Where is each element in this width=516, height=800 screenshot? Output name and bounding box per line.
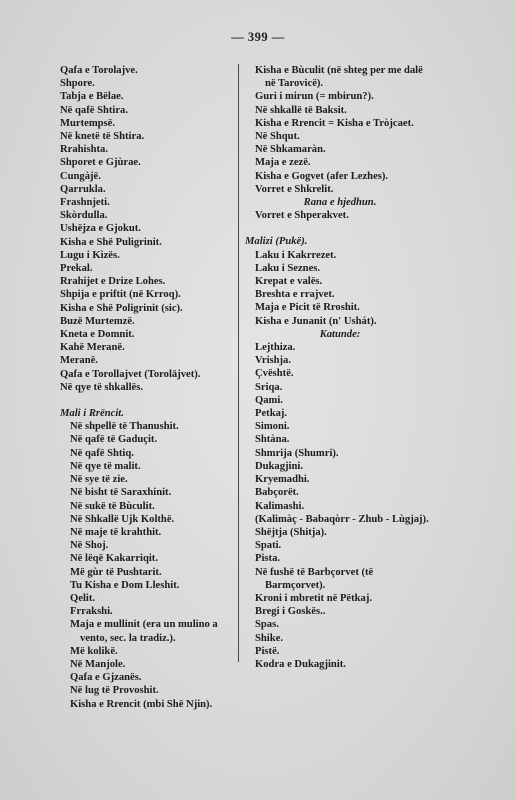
place-name-entry: Tu Kisha e Dom Lleshit. xyxy=(70,579,180,591)
place-name-entry: Kisha e Rrencit = Kisha e Tròjcaet. xyxy=(255,117,414,129)
place-name-entry: Kisha e Shë Poligrinit (sic). xyxy=(60,302,183,314)
place-name-entry: Në lëqë Kakarriqit. xyxy=(70,553,158,565)
place-name-entry: Në knetë të Shtira. xyxy=(60,131,145,143)
place-name-entry: Petkaj. xyxy=(255,408,288,420)
place-name-entry: Në sukë të Bùculit. xyxy=(70,500,155,512)
place-name-entry: Në qafë Shtira. xyxy=(60,104,128,116)
place-name-entry: Në maje të krahthit. xyxy=(70,526,162,538)
place-name-entry: Murtempsë. xyxy=(60,117,116,129)
place-name-entry: Kisha e Rrencit (mbi Shë Njin). xyxy=(70,698,213,710)
place-name-entry: Breshta e rrajvet. xyxy=(255,289,335,301)
place-name-entry: (Kalimàç - Babaqòrr - Zhub - Lùgjaj). xyxy=(255,513,429,525)
place-name-entry: Skòrdulla. xyxy=(60,210,108,222)
place-name-entry: Bregi i Goskës.. xyxy=(255,606,326,618)
place-name-entry: Kryemadhi. xyxy=(255,474,310,486)
place-name-entry: Kisha e Shë Puligrinit. xyxy=(60,236,162,248)
place-name-entry: Në qye të shkallës. xyxy=(60,381,143,393)
place-name-entry: Maja e zezë. xyxy=(255,157,311,169)
place-name-entry: Shike. xyxy=(255,632,283,644)
place-name-entry: Guri i mirun (= mbirun?). xyxy=(255,91,374,103)
place-name-entry: Shpija e priftit (në Krroq). xyxy=(60,289,181,301)
place-name-entry: Qafa e Torollajvet (Toroläjvet). xyxy=(60,368,201,380)
place-name-entry: Shmrija (Shumri). xyxy=(255,447,339,459)
place-name-entry: Krepat e valës. xyxy=(255,276,323,288)
place-name-entry: Babçorët. xyxy=(255,487,299,499)
place-name-entry: Maja e Picit të Rroshit. xyxy=(255,302,360,314)
left-column xyxy=(60,64,232,711)
place-name-entry: Çvështë. xyxy=(255,368,294,380)
place-name-entry: Spas. xyxy=(255,619,279,631)
place-name-entry: Ushëjza e Gjokut. xyxy=(60,223,141,235)
place-name-entry: Frashnjeti. xyxy=(60,197,110,209)
place-name-entry: Kroni i mbretit në Pëtkaj. xyxy=(255,592,373,604)
place-name-entry: Qafa e Torolajve. xyxy=(60,65,138,76)
place-name-entry: Në shkallë të Baksit. xyxy=(255,104,347,116)
place-name-entry: Kisha e Bùculit (në shteg per me dalë në Tarovicë). xyxy=(255,65,423,90)
place-name-entry: Në shpellë të Thanushit. xyxy=(70,421,179,433)
place-name-entry: Qami. xyxy=(255,394,283,406)
place-name-entry: Sriqa. xyxy=(255,381,283,393)
column-divider xyxy=(238,64,239,662)
place-name-entry: Rrahishta. xyxy=(60,144,108,156)
place-name-entry: Kalimashi. xyxy=(255,500,305,512)
place-name-entry: Vorret e Shkrelit. xyxy=(255,183,334,195)
section-heading: Katunde: xyxy=(319,328,361,340)
place-name-entry: Në Shoj. xyxy=(70,540,109,552)
section-heading: Rana e hjedhun. xyxy=(303,197,377,209)
section-gap xyxy=(60,394,232,407)
place-name-entry: Lugu i Kìzës. xyxy=(60,249,120,261)
place-name-entry: Në qye të malit. xyxy=(70,460,141,472)
place-name-entry: Në Shkallë Ujk Kolthë. xyxy=(70,513,175,525)
place-name-entry: Në fushë të Barbçorvet (të Barmçorvet). xyxy=(255,566,374,591)
place-name-entry: Pistë. xyxy=(255,645,280,657)
place-name-entry: Laku i Kakrrezet. xyxy=(255,249,337,261)
place-name-entry: Shëjtja (Shitja). xyxy=(255,526,327,538)
place-name-entry: Kahë Meranë. xyxy=(60,342,125,354)
place-name-entry: Simoni. xyxy=(255,421,290,433)
section-gap xyxy=(245,222,435,235)
place-name-entry: Qarrukla. xyxy=(60,183,106,195)
right-column xyxy=(245,64,435,671)
place-name-entry: Pista. xyxy=(255,553,281,565)
place-name-entry: Në Shkamaràn. xyxy=(255,144,326,156)
section-heading: Malizi (Pukë). xyxy=(245,236,308,248)
place-name-entry: Në Manjole. xyxy=(70,658,126,670)
place-name-entry: Meranë. xyxy=(60,355,98,367)
place-name-entry: Vrishja. xyxy=(255,355,291,367)
place-name-entry: Vorret e Shperakvet. xyxy=(255,210,349,222)
place-name-entry: Kneta e Domnit. xyxy=(60,329,135,341)
place-name-entry: Kisha e Gogvet (afer Lezhes). xyxy=(255,170,389,182)
place-name-entry: Kisha e Junanit (n' Ushát). xyxy=(255,315,377,327)
place-name-entry: Në Shqut. xyxy=(255,131,300,143)
place-name-entry: Shtàna. xyxy=(255,434,290,446)
place-name-entry: Laku i Seznes. xyxy=(255,262,321,274)
page-number: — 399 — xyxy=(231,30,285,44)
place-name-entry: Prekal. xyxy=(60,263,93,275)
place-name-entry: Më gùr të Pushtarit. xyxy=(70,566,162,578)
place-name-entry: Maja e mullinit (era un mulino a vento, sec. la tradiz.). xyxy=(70,619,218,644)
place-name-entry: Tabja e Bëlae. xyxy=(60,91,124,103)
place-name-entry: Buzë Murtemzë. xyxy=(60,315,135,327)
place-name-entry: Shpore. xyxy=(60,78,95,90)
place-name-entry: Kodra e Dukagjinit. xyxy=(255,658,346,670)
place-name-entry: Në qafë Shtiq. xyxy=(70,447,134,459)
place-name-entry: Frrakshi. xyxy=(70,606,113,618)
place-name-entry: Qelit. xyxy=(70,592,96,604)
place-name-entry: Shporet e Gjùrae. xyxy=(60,157,141,169)
place-name-entry: Qafa e Gjzanës. xyxy=(70,672,142,684)
place-name-entry: Më kolikë. xyxy=(70,645,118,657)
section-heading: Mali i Rrëncit. xyxy=(60,408,124,420)
place-name-entry: Rrahijet e Drize Lohes. xyxy=(60,276,166,288)
place-name-entry: Në bisht të Saraxhinit. xyxy=(70,487,172,499)
place-name-entry: Cungàjë. xyxy=(60,170,101,182)
place-name-entry: Në sye të zie. xyxy=(70,474,128,486)
place-name-entry: Lejthiza. xyxy=(255,342,296,354)
place-name-entry: Në lug të Provoshit. xyxy=(70,685,159,697)
place-name-entry: Dukagjini. xyxy=(255,460,303,472)
place-name-entry: Spati. xyxy=(255,540,282,552)
place-name-entry: Në qafë të Gaduçit. xyxy=(70,434,158,446)
